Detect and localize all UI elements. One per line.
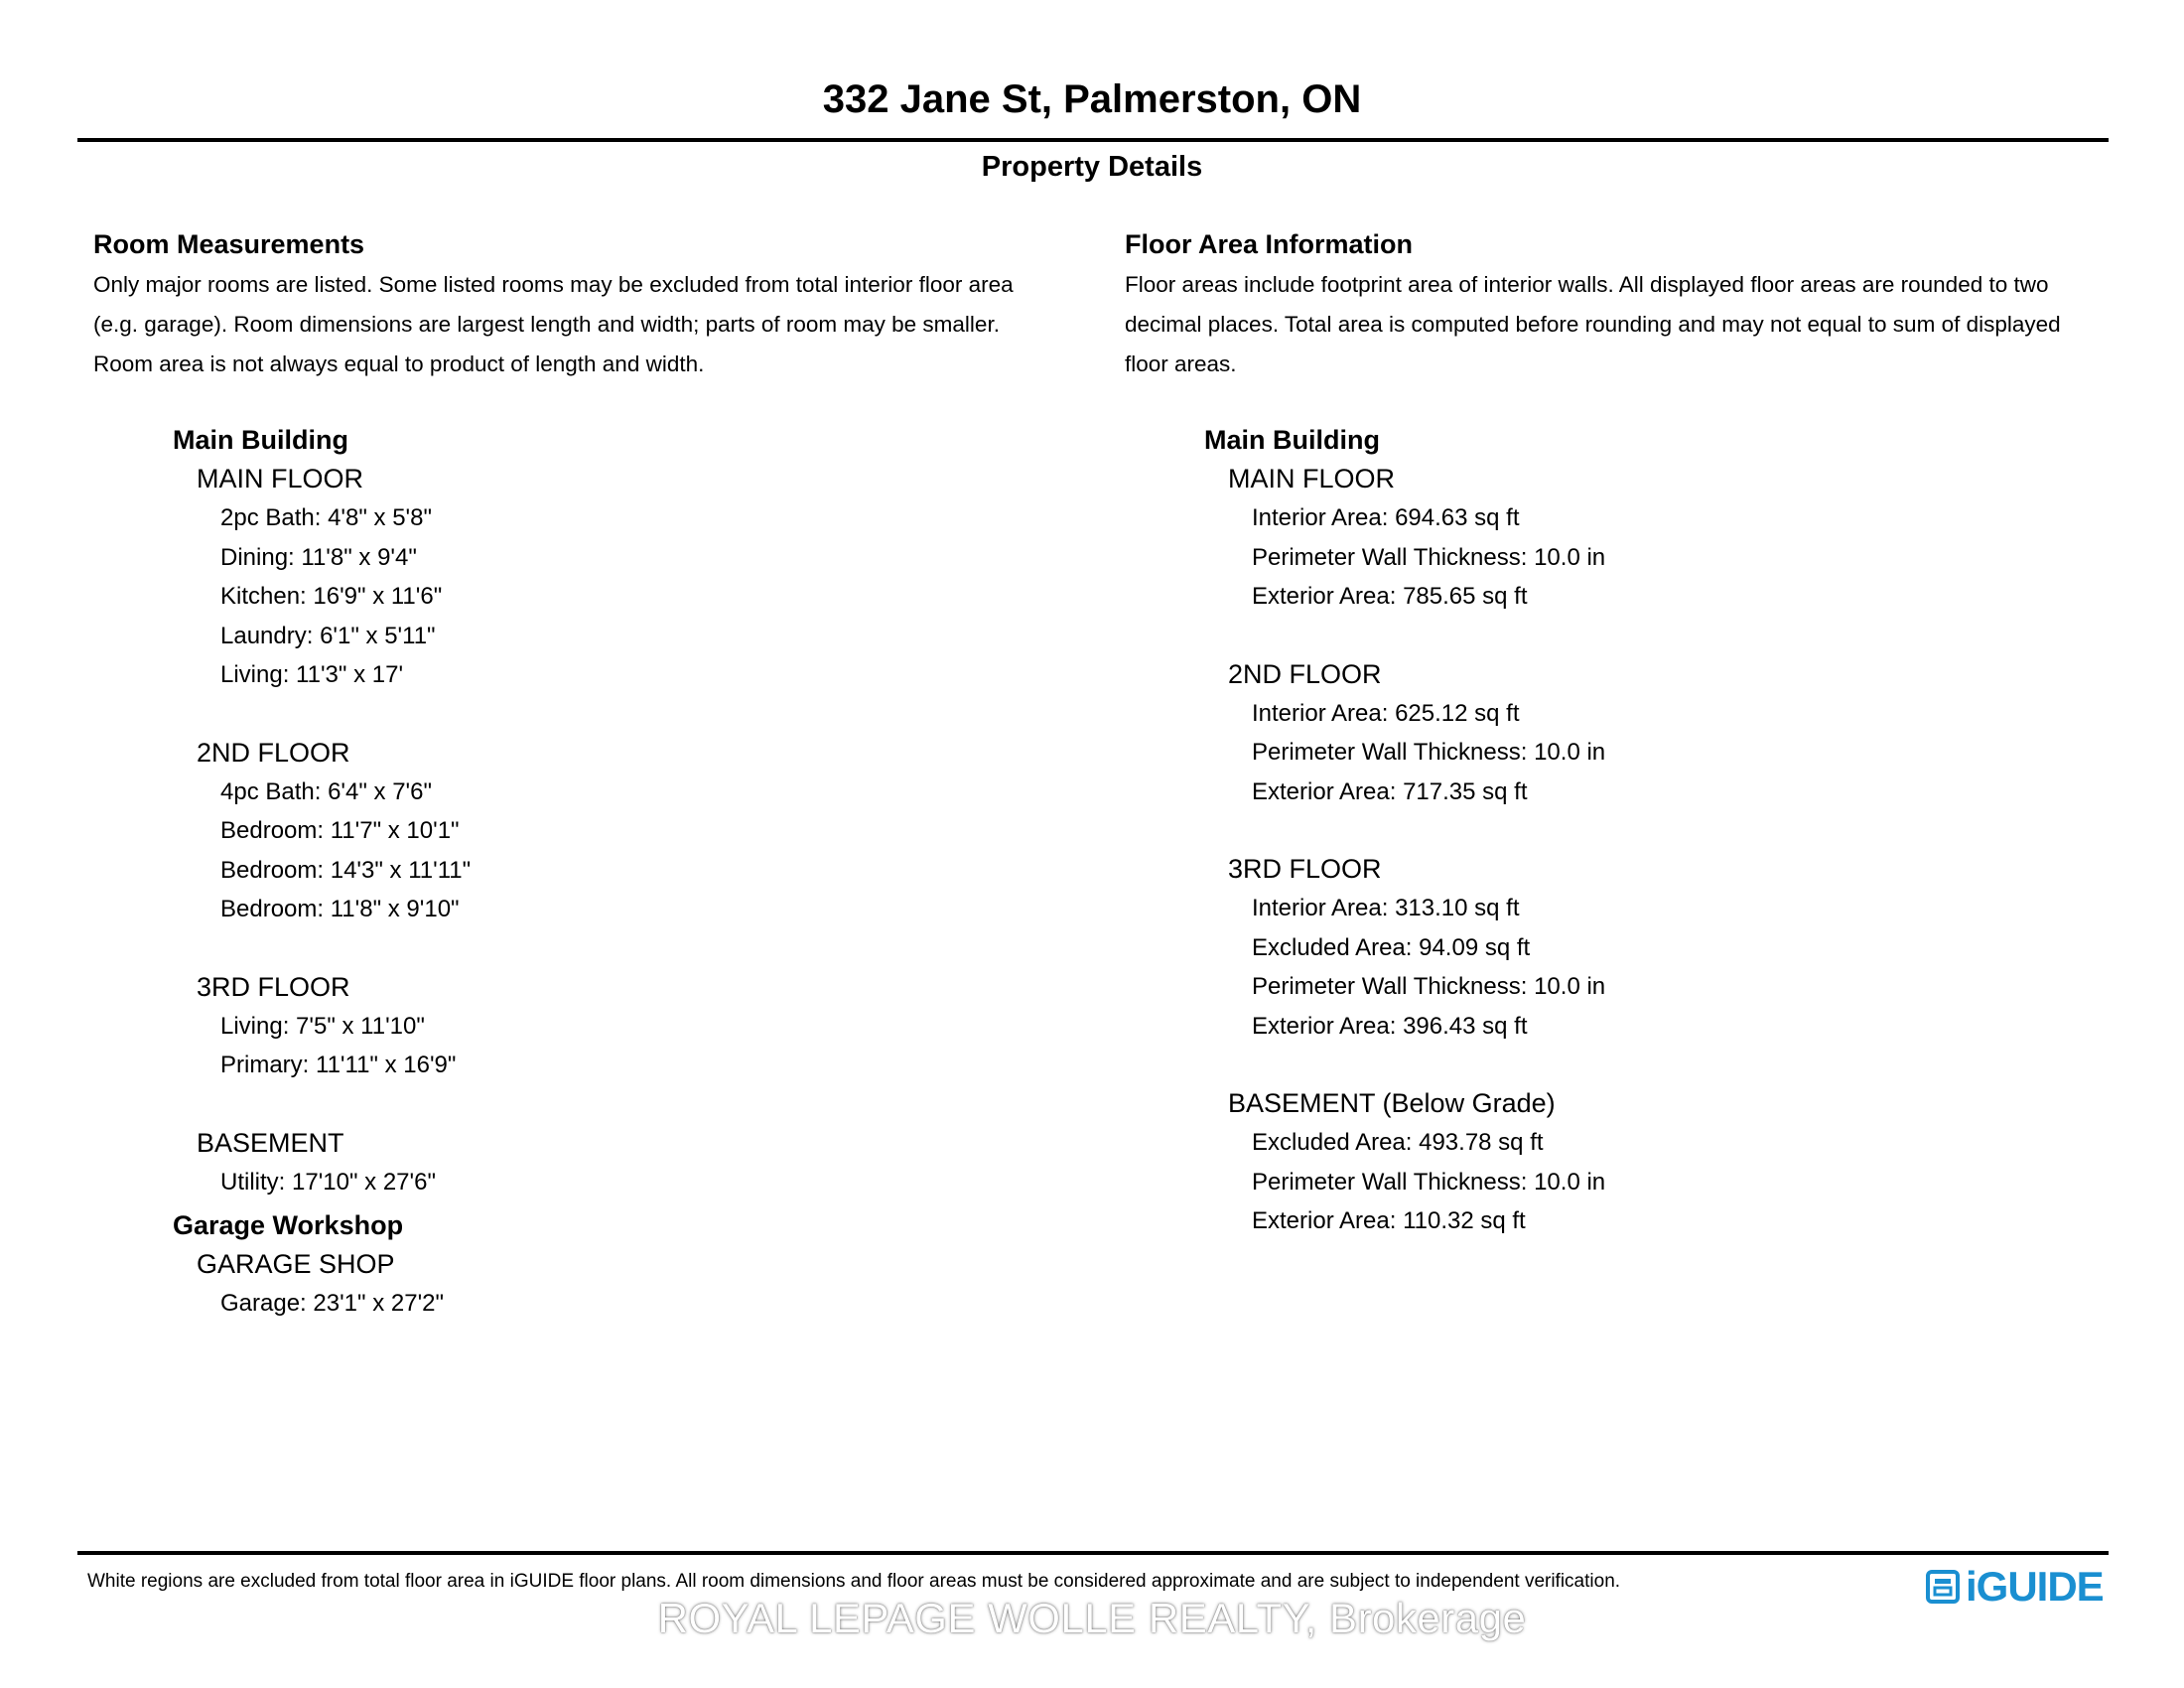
header-divider — [77, 138, 2109, 142]
section-heading: Floor Area Information — [1125, 229, 1414, 259]
floor-heading: 2ND FLOOR — [1228, 658, 1382, 689]
iguide-logo-icon — [1926, 1570, 1960, 1604]
floor-heading: GARAGE SHOP — [197, 1249, 395, 1279]
floor-heading: 3RD FLOOR — [1228, 854, 1382, 884]
section-description — [93, 265, 1014, 384]
floor-heading: BASEMENT — [197, 1127, 344, 1158]
list-item: Primary: 11'11" x 16'9" — [220, 1052, 457, 1078]
list-item: Bedroom: 11'8" x 9'10" — [220, 896, 460, 922]
list-item: Exterior Area: 110.32 sq ft — [1252, 1207, 1526, 1234]
list-item: Living: 11'3" x 17' — [220, 661, 404, 688]
building-heading: Garage Workshop — [173, 1210, 404, 1240]
list-item: Utility: 17'10" x 27'6" — [220, 1168, 436, 1196]
description-line: Floor areas include footprint area of interior walls. All displayed floor areas are rounded to two — [1125, 272, 2049, 297]
list-item: Living: 7'5" x 11'10" — [220, 1012, 425, 1040]
description-line: Room area is not always equal to product of length and width. — [93, 352, 705, 376]
list-item: Interior Area: 313.10 sq ft — [1252, 895, 1520, 921]
section-heading: Room Measurements — [93, 229, 365, 259]
description-line: (e.g. garage). Room dimensions are largest length and width; parts of room may be smaller. — [93, 312, 1000, 337]
list-item: Interior Area: 625.12 sq ft — [1252, 699, 1520, 727]
list-item: Dining: 11'8" x 9'4" — [220, 543, 417, 571]
list-item: 4pc Bath: 6'4" x 7'6" — [220, 777, 432, 805]
floor-heading: MAIN FLOOR — [197, 464, 364, 493]
list-item: 2pc Bath: 4'8" x 5'8" — [220, 504, 432, 531]
list-item: Kitchen: 16'9" x 11'6" — [220, 583, 443, 610]
description-line: Only major rooms are listed. Some listed rooms may be excluded from total interior floor area — [93, 272, 1014, 297]
page-title: 332 Jane St, Palmerston, ON — [822, 77, 1362, 121]
iguide-logo — [1926, 1563, 2104, 1610]
page-subtitle: Property Details — [981, 151, 1203, 183]
building-heading: Main Building — [173, 425, 348, 455]
footer-disclaimer: White regions are excluded from total floor area in iGUIDE floor plans. All room dimensions and floor areas must be considered approximate and are subject to independent verification. — [87, 1571, 1621, 1592]
description-line: decimal places. Total area is computed before rounding and may not equal to sum of displayed — [1125, 312, 2061, 337]
list-item: Bedroom: 11'7" x 10'1" — [220, 817, 460, 844]
list-item: Perimeter Wall Thickness: 10.0 in — [1252, 543, 1606, 571]
iguide-logo-text: iGUIDE — [1966, 1563, 2104, 1610]
floor-heading: BASEMENT (Below Grade) — [1228, 1088, 1556, 1118]
building-heading: Main Building — [1204, 425, 1380, 455]
list-item: Excluded Area: 94.09 sq ft — [1252, 933, 1531, 961]
footer-divider — [77, 1551, 2109, 1555]
list-item: Perimeter Wall Thickness: 10.0 in — [1252, 973, 1606, 1000]
list-item: Garage: 23'1" x 27'2" — [220, 1290, 445, 1317]
list-item: Perimeter Wall Thickness: 10.0 in — [1252, 739, 1606, 766]
brokerage-watermark: ROYAL LEPAGE WOLLE REALTY, Brokerage — [657, 1595, 1527, 1641]
list-item: Laundry: 6'1" x 5'11" — [220, 622, 436, 649]
list-item: Exterior Area: 717.35 sq ft — [1252, 777, 1528, 805]
floor-heading: 3RD FLOOR — [197, 971, 350, 1002]
room-list — [173, 420, 471, 1324]
list-item: Exterior Area: 396.43 sq ft — [1252, 1012, 1528, 1040]
floor-heading: 2ND FLOOR — [197, 737, 350, 768]
description-line: floor areas. — [1125, 352, 1237, 376]
floor-area-list — [1204, 420, 1605, 1241]
list-item: Exterior Area: 785.65 sq ft — [1252, 583, 1528, 610]
list-item: Excluded Area: 493.78 sq ft — [1252, 1129, 1544, 1156]
list-item: Bedroom: 14'3" x 11'11" — [220, 856, 472, 884]
list-item: Interior Area: 694.63 sq ft — [1252, 504, 1520, 531]
floor-heading: MAIN FLOOR — [1228, 464, 1396, 493]
list-item: Perimeter Wall Thickness: 10.0 in — [1252, 1168, 1606, 1196]
section-description — [1125, 265, 2061, 384]
